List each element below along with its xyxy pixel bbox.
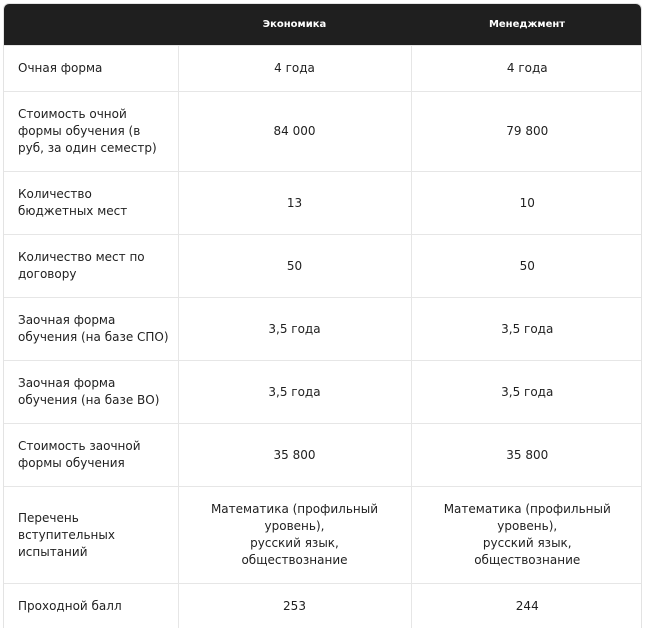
row-label: Проходной балл	[4, 584, 178, 628]
row-label: Перечень вступительных испытаний	[4, 487, 178, 584]
management-value: 79 800	[411, 92, 642, 172]
header-empty-cell	[4, 4, 178, 46]
table-row	[4, 92, 642, 172]
management-value: Математика (профильный уровень), русский язык, обществознание	[411, 487, 642, 584]
management-value: 10	[411, 172, 642, 235]
row-label: Количество бюджетных мест	[4, 172, 178, 235]
row-label: Стоимость заочной формы обучения	[4, 424, 178, 487]
row-label: Очная форма	[4, 46, 178, 92]
table-row	[4, 46, 642, 92]
table-row	[4, 584, 642, 628]
management-value: 50	[411, 235, 642, 298]
programs-comparison-table	[4, 4, 642, 628]
management-value: 4 года	[411, 46, 642, 92]
row-label: Стоимость очной формы обучения (в руб, за один семестр)	[4, 92, 178, 172]
economics-value: 4 года	[178, 46, 411, 92]
economics-value: 3,5 года	[178, 298, 411, 361]
economics-value: 84 000	[178, 92, 411, 172]
economics-value: 3,5 года	[178, 361, 411, 424]
table-row	[4, 361, 642, 424]
management-value: 3,5 года	[411, 298, 642, 361]
economics-value: 253	[178, 584, 411, 628]
table-row	[4, 235, 642, 298]
economics-value: 35 800	[178, 424, 411, 487]
row-label: Количество мест по договору	[4, 235, 178, 298]
table-row	[4, 487, 642, 584]
comparison-table-container	[3, 3, 642, 628]
management-value: 35 800	[411, 424, 642, 487]
header-management: Менеджмент	[411, 4, 642, 46]
table-header-row	[4, 4, 642, 46]
table-row	[4, 424, 642, 487]
row-label: Заочная форма обучения (на базе ВО)	[4, 361, 178, 424]
table-row	[4, 298, 642, 361]
management-value: 3,5 года	[411, 361, 642, 424]
table-row	[4, 172, 642, 235]
management-value: 244	[411, 584, 642, 628]
economics-value: Математика (профильный уровень), русский язык, обществознание	[178, 487, 411, 584]
economics-value: 13	[178, 172, 411, 235]
header-economics: Экономика	[178, 4, 411, 46]
row-label: Заочная форма обучения (на базе СПО)	[4, 298, 178, 361]
economics-value: 50	[178, 235, 411, 298]
